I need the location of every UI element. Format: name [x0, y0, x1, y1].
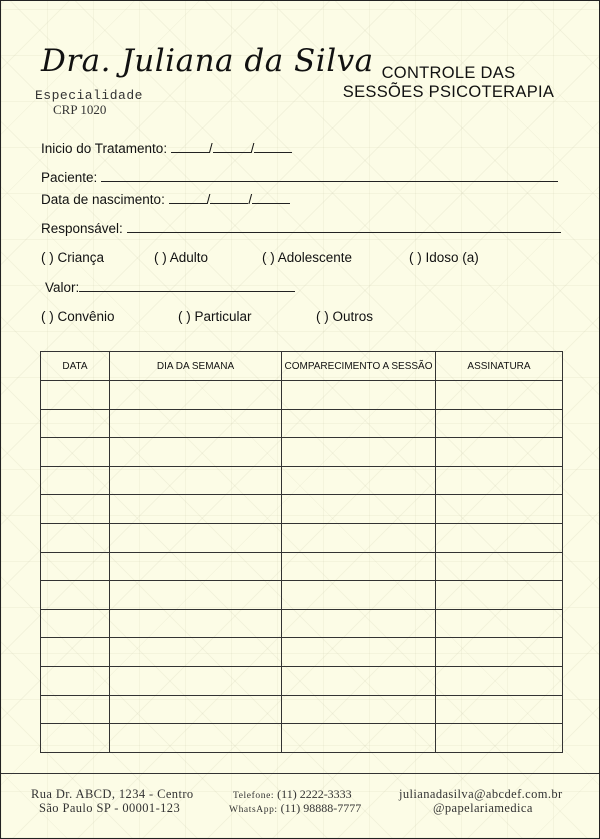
table-cell[interactable]	[41, 381, 110, 410]
table-cell[interactable]	[436, 495, 563, 524]
table-row	[41, 667, 563, 696]
crp-number: CRP 1020	[53, 102, 107, 117]
guardian-line[interactable]	[127, 220, 561, 233]
table-cell[interactable]	[282, 409, 436, 438]
table-cell[interactable]	[282, 552, 436, 581]
table-row	[41, 695, 563, 724]
table-cell[interactable]	[41, 581, 110, 610]
table-cell[interactable]	[110, 581, 282, 610]
date-separator: /	[206, 192, 211, 207]
table-cell[interactable]	[41, 552, 110, 581]
birthdate-month-line[interactable]	[210, 191, 248, 204]
whatsapp-number: (11) 98888-7777	[280, 801, 362, 815]
table-cell[interactable]	[110, 524, 282, 553]
table-cell[interactable]	[41, 438, 110, 467]
table-row	[41, 724, 563, 753]
whatsapp-line	[229, 801, 361, 816]
value-line[interactable]	[79, 279, 295, 292]
address-line1: Rua Dr. ABCD, 1234 - Centro	[31, 787, 194, 801]
option-private[interactable]: ( ) Particular	[178, 309, 252, 324]
table-row	[41, 466, 563, 495]
table-row	[41, 552, 563, 581]
social-handle: @papelariamedica	[433, 801, 533, 815]
table-cell[interactable]	[282, 695, 436, 724]
patient-line[interactable]	[101, 169, 558, 182]
form-title	[331, 64, 566, 102]
address-line2: São Paulo SP - 00001-123	[39, 801, 181, 815]
treatment-start-year-line[interactable]	[254, 140, 292, 153]
table-cell[interactable]	[110, 409, 282, 438]
table-header-row	[41, 352, 563, 381]
patient-field	[41, 169, 558, 185]
table-row	[41, 495, 563, 524]
table-cell[interactable]	[436, 581, 563, 610]
table-cell[interactable]	[110, 638, 282, 667]
table-cell[interactable]	[110, 552, 282, 581]
birthdate-label: Data de nascimento:	[41, 192, 165, 207]
table-cell[interactable]	[436, 438, 563, 467]
option-insurance[interactable]: ( ) Convênio	[41, 309, 115, 324]
table-cell[interactable]	[436, 552, 563, 581]
table-cell[interactable]	[282, 466, 436, 495]
table-cell[interactable]	[110, 438, 282, 467]
table-cell[interactable]	[282, 638, 436, 667]
table-cell[interactable]	[110, 495, 282, 524]
table-row	[41, 581, 563, 610]
option-other[interactable]: ( ) Outros	[316, 309, 374, 324]
table-cell[interactable]	[41, 695, 110, 724]
table-cell[interactable]	[41, 724, 110, 753]
table-cell[interactable]	[282, 609, 436, 638]
form-title-line1: CONTROLE DAS	[381, 64, 516, 82]
table-row	[41, 524, 563, 553]
table-cell[interactable]	[436, 524, 563, 553]
table-cell[interactable]	[436, 609, 563, 638]
table-cell[interactable]	[436, 466, 563, 495]
phone-label: Telefone:	[233, 791, 275, 801]
table-row	[41, 638, 563, 667]
table-cell[interactable]	[110, 609, 282, 638]
table-row	[41, 409, 563, 438]
table-cell[interactable]	[282, 381, 436, 410]
date-separator: /	[250, 141, 255, 156]
birthdate-field	[41, 191, 290, 207]
table-cell[interactable]	[436, 667, 563, 696]
whatsapp-label: WhatsApp:	[229, 805, 278, 815]
table-cell[interactable]	[41, 409, 110, 438]
guardian-label: Responsável:	[41, 221, 123, 236]
table-row	[41, 438, 563, 467]
table-cell[interactable]	[41, 667, 110, 696]
table-cell[interactable]	[436, 638, 563, 667]
table-cell[interactable]	[436, 409, 563, 438]
date-separator: /	[248, 192, 253, 207]
birthdate-day-line[interactable]	[169, 191, 207, 204]
date-separator: /	[208, 141, 213, 156]
header-date: DATA	[41, 352, 110, 381]
option-adolescent[interactable]: ( ) Adolescente	[262, 250, 353, 265]
table-cell[interactable]	[282, 495, 436, 524]
option-child[interactable]: ( ) Criança	[41, 250, 105, 265]
table-cell[interactable]	[110, 667, 282, 696]
doctor-name: Dra. Juliana da Silva	[41, 43, 374, 79]
header-weekday: DIA DA SEMANA	[110, 352, 282, 381]
header-signature: ASSINATURA	[436, 352, 563, 381]
phone-number: (11) 2222-3333	[277, 787, 352, 801]
table-cell[interactable]	[41, 638, 110, 667]
table-cell[interactable]	[41, 466, 110, 495]
table-cell[interactable]	[110, 695, 282, 724]
guardian-field	[41, 220, 561, 236]
table-cell[interactable]	[282, 724, 436, 753]
patient-label: Paciente:	[41, 170, 98, 185]
header-attendance: COMPARECIMENTO A SESSÃO	[282, 352, 436, 381]
table-cell[interactable]	[41, 609, 110, 638]
email: julianadasilva@abcdef.com.br	[399, 787, 563, 801]
table-row	[41, 609, 563, 638]
value-field	[45, 279, 295, 295]
table-cell[interactable]	[41, 495, 110, 524]
treatment-start-field	[41, 140, 292, 156]
table-cell[interactable]	[110, 466, 282, 495]
table-cell[interactable]	[282, 438, 436, 467]
option-adult[interactable]: ( ) Adulto	[154, 250, 209, 265]
table-cell[interactable]	[436, 695, 563, 724]
treatment-start-label: Inicio do Tratamento:	[41, 141, 168, 156]
table-cell[interactable]	[110, 724, 282, 753]
specialty: Especialidade	[35, 88, 143, 103]
treatment-start-month-line[interactable]	[213, 140, 251, 153]
option-elderly[interactable]: ( ) Idoso (a)	[409, 250, 479, 265]
table-cell[interactable]	[282, 667, 436, 696]
sessions-table	[40, 351, 563, 753]
footer-divider	[1, 773, 599, 774]
value-label: Valor:	[45, 280, 80, 295]
table-cell[interactable]	[41, 524, 110, 553]
table-row	[41, 381, 563, 410]
table-cell[interactable]	[436, 724, 563, 753]
table-cell[interactable]	[282, 524, 436, 553]
table-cell[interactable]	[282, 581, 436, 610]
form-title-line2: SESSÕES PSICOTERAPIA	[342, 83, 555, 101]
birthdate-year-line[interactable]	[252, 191, 290, 204]
table-cell[interactable]	[436, 381, 563, 410]
phone-line	[233, 787, 352, 802]
table-cell[interactable]	[110, 381, 282, 410]
treatment-start-day-line[interactable]	[171, 140, 209, 153]
